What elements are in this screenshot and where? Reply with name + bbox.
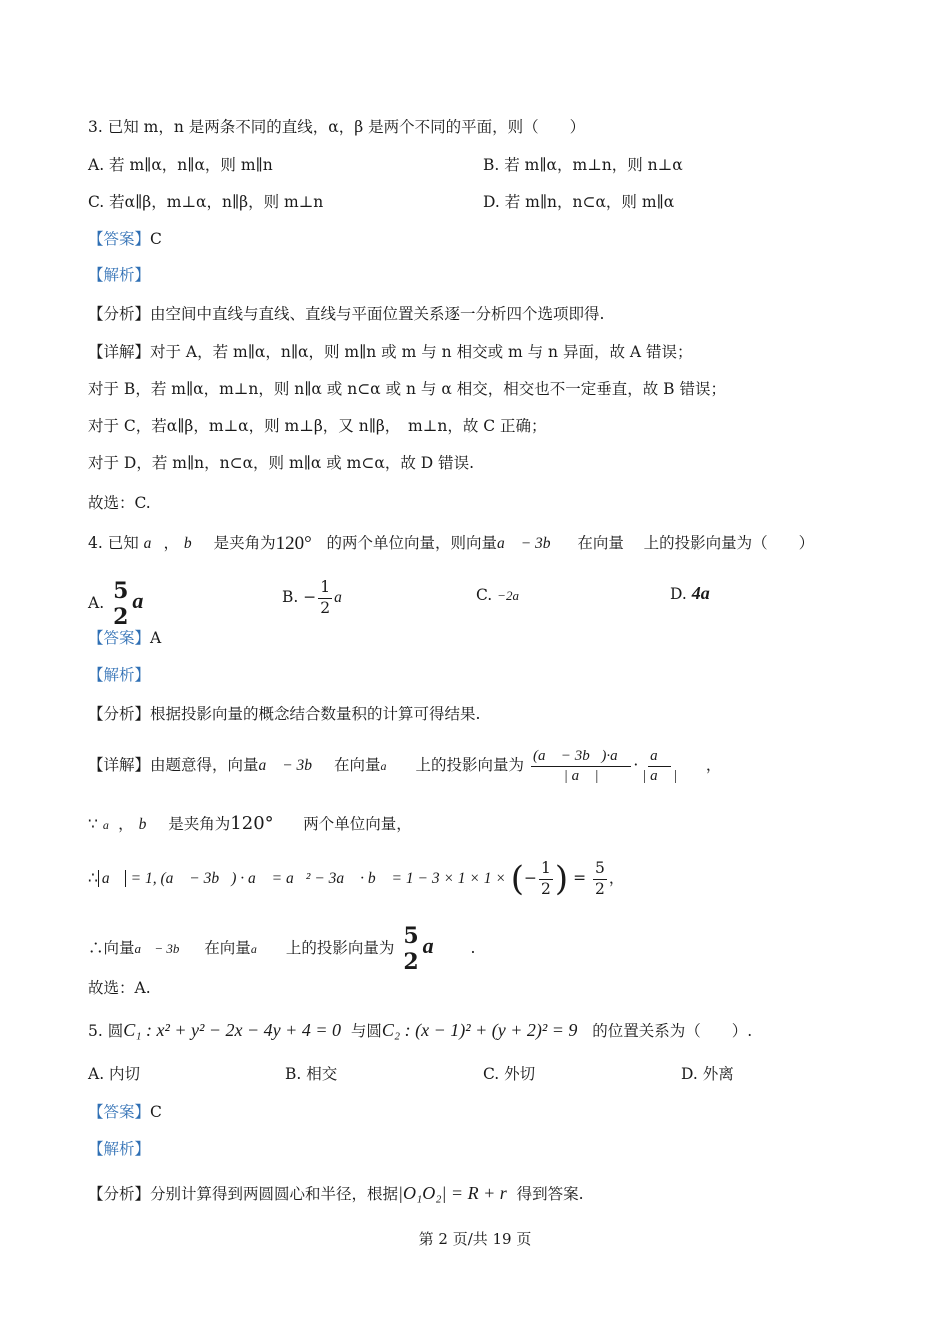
q4-xj-frac1-den: | a⃗ | — [563, 767, 599, 784]
q4-answer-row — [88, 627, 161, 649]
q4-stem-mid2: 的两个单位向量，则向量 — [326, 534, 498, 552]
q4-vec-a: a⃗ — [143, 535, 164, 552]
q4-therefore2-mid2: 上的投影向量为 — [285, 939, 395, 957]
q4-option-b-vec: a⃗ — [334, 589, 354, 606]
paren-left: ( — [510, 859, 525, 899]
page-footer: 第 2 页/共 19 页 — [418, 1230, 532, 1248]
q4-therefore-2 — [88, 925, 475, 973]
q3-answer-row — [88, 228, 162, 250]
q4-vec-expr: a⃗ − 3b⃗ — [497, 535, 563, 552]
q4-therefore1-neg: − — [524, 869, 538, 887]
q4-because-b: b⃗ — [138, 816, 159, 833]
q4-choose: 故选：A. — [88, 979, 151, 997]
q5-option-b: B. 相交 — [285, 1065, 338, 1083]
q4-option-c-val: −2a⃗ — [497, 588, 530, 603]
q4-therefore2-num: 5 — [403, 923, 419, 949]
q4-option-a-label: A. — [88, 594, 105, 612]
q5-fenxi-end: 得到答案. — [516, 1185, 584, 1203]
q4-xiangjie — [88, 745, 721, 786]
answer-tag: 【答案】 — [88, 1103, 151, 1121]
q3-choose: 故选：C. — [88, 494, 151, 512]
q4-option-b-sign: − — [303, 588, 317, 606]
q4-therefore2-vec-a: a⃗ — [250, 942, 267, 956]
q4-answer: A — [150, 629, 162, 647]
paren-right: ) — [554, 859, 569, 899]
q4-stem-pre: 4. 已知 — [88, 534, 139, 552]
q5-fenxi — [88, 1180, 584, 1207]
q4-therefore1-result — [593, 861, 607, 897]
q5-stem-end: 的位置关系为（ ）. — [592, 1022, 753, 1040]
q4-therefore1-eq: = — [573, 869, 587, 887]
q4-therefore1-pre: ∴ — [88, 869, 98, 887]
q5-option-c: C. 外切 — [483, 1065, 536, 1083]
q4-because-mid: 是夹角为 — [168, 815, 231, 833]
q4-therefore1-rn: 5 — [593, 861, 607, 880]
q4-therefore2-vec: a⃗ — [422, 933, 451, 958]
q3-xiangjie-2: 对于 B，若 m∥α，m⊥n，则 n∥α 或 n⊂α 或 n 与 α 相交，相交也不一定垂直，故 B 错误； — [88, 380, 726, 398]
q4-xj-vec-a: a⃗ — [380, 759, 396, 773]
q4-vec-b: b⃗ — [183, 535, 204, 552]
q3-fenxi: 【分析】由空间中直线与直线、直线与平面位置关系逐一分析四个选项即得. — [88, 305, 605, 323]
q4-therefore2-vec-expr: a⃗ − 3b⃗ — [134, 941, 190, 956]
q4-xj-frac2-num: a⃗ — [648, 749, 671, 767]
q4-therefore1-n: 1 — [539, 861, 553, 880]
q4-xj-dot: · — [633, 756, 639, 774]
q4-therefore2-end: . — [470, 939, 476, 957]
q4-xj-mid1: 在向量 — [333, 756, 381, 774]
q4-stem — [88, 532, 814, 555]
q4-because-a: a⃗ — [102, 818, 119, 832]
q4-angle: 120° — [275, 533, 312, 554]
q5-answer-row — [88, 1101, 162, 1123]
q3-option-b: B. 若 m∥α，m⊥n，则 n⊥α — [483, 156, 683, 174]
q4-because-pre: ∵ — [88, 815, 98, 833]
q4-therefore1-frac — [539, 861, 553, 897]
q4-therefore2-frac — [401, 925, 420, 973]
q4-option-a-num: 5 — [113, 578, 129, 604]
q4-therefore1-rd: 2 — [595, 879, 605, 898]
q3-xiangjie-3: 对于 C，若α∥β，m⊥α，则 m⊥β，又 n∥β， m⊥n，故 C 正确； — [88, 417, 547, 435]
q4-therefore2-pre: ∴向量 — [88, 939, 135, 957]
q4-xj-mid2: 上的投影向量为 — [415, 756, 525, 774]
q4-analysis-tag: 【解析】 — [88, 666, 151, 684]
q4-option-d-val: 4a⃗ — [691, 583, 724, 603]
q4-option-b-frac — [318, 580, 332, 616]
q4-option-a-frac — [111, 580, 130, 628]
q3-option-d: D. 若 m∥n，n⊂α，则 m∥α — [483, 193, 675, 211]
q3-option-c: C. 若α∥β，m⊥α，n∥β，则 m⊥n — [88, 193, 324, 211]
answer-tag: 【答案】 — [88, 230, 151, 248]
q4-xj-frac2-den: | a⃗ | — [642, 767, 678, 784]
q4-xj-frac1 — [531, 749, 631, 784]
q4-xj-pre: 【详解】由题意得，向量 — [88, 756, 259, 774]
q4-option-b — [282, 580, 354, 616]
q3-xiangjie-4: 对于 D，若 m∥n，n⊂α，则 m∥α 或 m⊂α，故 D 错误. — [88, 454, 475, 472]
q5-c1: C₁ : x² + y² − 2x − 4y + 4 = 0 — [123, 1020, 341, 1040]
q4-stem-mid1: 是夹角为 — [213, 534, 276, 552]
q5-stem-pre: 5. 圆 — [88, 1022, 124, 1040]
q3-xiangjie-1: 【详解】对于 A，若 m∥α，n∥α，则 m∥n 或 m 与 n 相交或 m 与 n 异面，故 A 错误； — [88, 343, 693, 361]
q4-stem-end: 上的投影向量为（ ） — [643, 534, 815, 552]
q4-therefore-1 — [88, 858, 624, 899]
q5-fenxi-expr: |O₁O₂| = R + r — [398, 1183, 507, 1203]
q4-option-a-den: 2 — [113, 604, 129, 630]
q5-option-a: A. 内切 — [88, 1065, 141, 1083]
q4-option-c — [476, 584, 529, 607]
q5-fenxi-pre: 【分析】分别计算得到两圆圆心和半径，根据 — [88, 1185, 399, 1203]
q5-answer: C — [150, 1103, 162, 1121]
q4-because-angle: 120° — [230, 813, 274, 834]
q4-option-a — [88, 580, 161, 628]
q4-option-d — [670, 582, 724, 605]
q3-option-a: A. 若 m∥α，n∥α，则 m∥n — [88, 156, 273, 174]
q5-stem-mid: 与圆 — [350, 1022, 382, 1040]
q4-stem-mid3: 在向量 — [577, 534, 624, 552]
q4-option-c-label: C. — [476, 586, 493, 604]
q4-xj-frac1-num: (a⃗ − 3b⃗)·a⃗ — [531, 749, 631, 767]
q4-because-comma: ， — [118, 815, 134, 833]
q4-therefore1-expr: = 1, (a⃗ − 3b⃗) · a⃗ = a⃗² − 3a⃗ · b⃗ = 1 − 3 × 1 × 1 × — [130, 870, 506, 887]
q4-because-end: 两个单位向量， — [303, 815, 412, 833]
q4-option-b-num: 1 — [318, 580, 332, 599]
q4-xj-vec-expr: a⃗ − 3b⃗ — [258, 757, 325, 774]
q5-stem — [88, 1017, 752, 1044]
q4-therefore1-abs: a⃗ — [98, 870, 126, 887]
q3-answer: C — [150, 230, 162, 248]
q4-xj-frac2 — [640, 749, 679, 784]
q4-option-a-vec: a⃗ — [132, 588, 161, 613]
q4-option-b-den: 2 — [320, 598, 331, 617]
q3-analysis-tag: 【解析】 — [88, 266, 151, 284]
q4-fenxi: 【分析】根据投影向量的概念结合数量积的计算可得结果. — [88, 705, 481, 723]
q4-option-b-label: B. — [282, 588, 299, 606]
q4-therefore1-end: ， — [608, 869, 625, 887]
q4-therefore2-mid1: 在向量 — [204, 939, 251, 957]
q3-stem: 3. 已知 m，n 是两条不同的直线，α，β 是两个不同的平面，则（ ） — [88, 118, 586, 136]
q5-c2: C₂ : (x − 1)² + (y + 2)² = 9 — [381, 1020, 578, 1040]
q5-option-d: D. 外离 — [681, 1065, 734, 1083]
answer-tag: 【答案】 — [88, 629, 151, 647]
q4-option-d-label: D. — [670, 585, 687, 603]
q4-therefore2-den: 2 — [403, 949, 419, 975]
q4-xj-end: ， — [705, 756, 722, 774]
q5-analysis-tag: 【解析】 — [88, 1140, 151, 1158]
q4-therefore1-d: 2 — [541, 879, 551, 898]
q4-because — [88, 813, 412, 836]
q4-comma: ， — [163, 534, 179, 552]
